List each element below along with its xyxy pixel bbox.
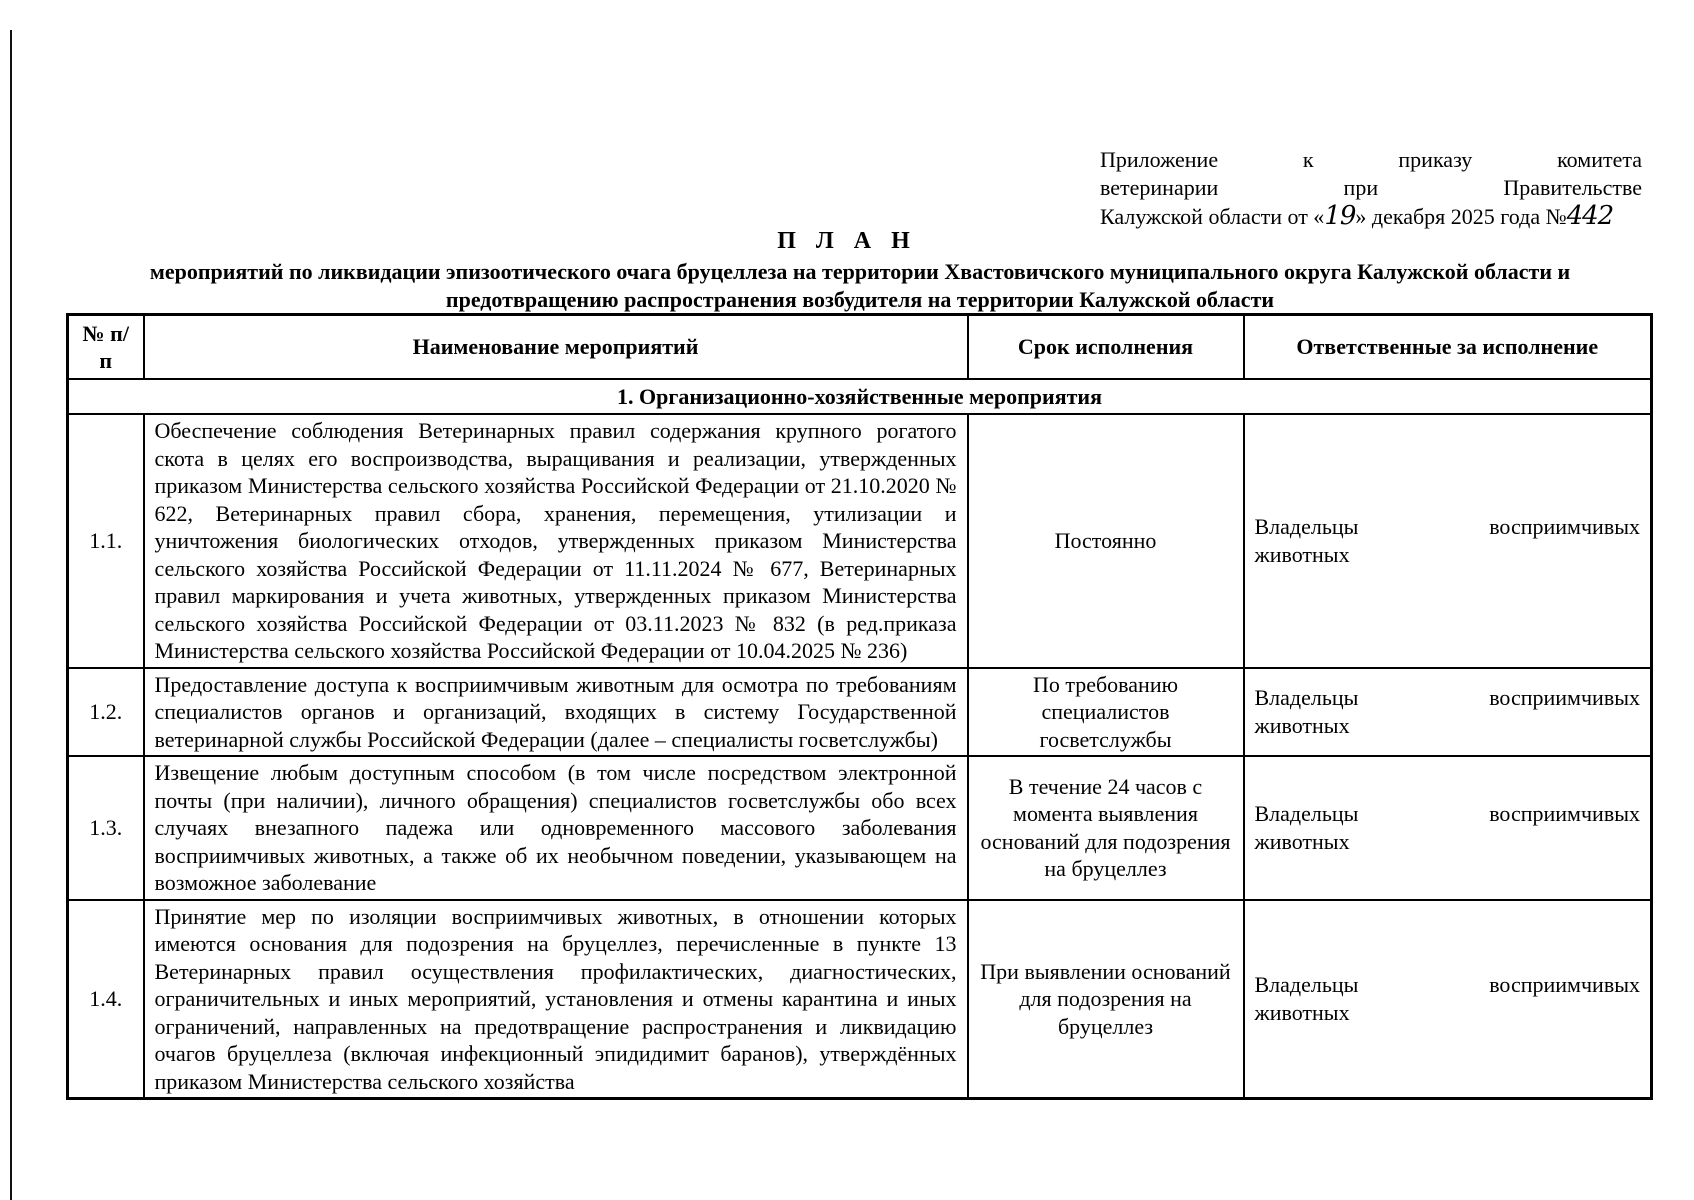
row-num: 1.4. <box>68 900 144 1099</box>
row-name: Принятие мер по изоляции восприимчивых животных, в отношении которых имеются основания для подозрения на бруцеллез, перечисленные в пункте 13 Ветеринарных правил осуществления профилактических, диагностических, ограничительных и иных мероприятий, установления и отмены карантина и иных ограничений, направленных на предотвращение распространения и ликвидацию очагов бруцеллеза (включая инфекционный эпидидимит баранов), утверждённых приказом Министерства сельского хозяйства <box>144 900 968 1099</box>
responsible-line-2: животных <box>1254 712 1350 738</box>
appendix-line-1: Приложение к приказу комитета <box>1100 147 1642 172</box>
row-term: По требованию специалистов госветслужбы <box>968 668 1244 757</box>
responsible-line-1: Владельцы восприимчивых <box>1254 801 1640 827</box>
header-responsible: Ответственные за исполнение <box>1244 315 1652 380</box>
row-name: Обеспечение соблюдения Ветеринарных правил содержания крупного рогатого скота в целях его воспроизводства, выращивания и реализации, утвержденных приказом Министерства сельского хозяйства Российской Федерации от 21.10.2020 № 622, Ветеринарных правил сбора, хранения, перемещения, утилизации и уничтожения биологических отходов, утвержденных приказом Министерства сельского хозяйства Российской Федерации от 11.11.2024 № 677, Ветеринарных правил маркирования и учета животных, утвержденных приказом Министерства сельского хозяйства Российской Федерации от 03.11.2023 № 832 (в ред.приказа Министерства сельского хозяйства Российской Федерации от 10.04.2025 № 236) <box>144 414 968 668</box>
row-responsible <box>1244 900 1652 1099</box>
responsible-line-2: животных <box>1254 828 1350 854</box>
responsible-line-1: Владельцы восприимчивых <box>1254 972 1640 998</box>
appendix-header <box>1100 146 1642 231</box>
table-row <box>68 414 1652 668</box>
row-term: В течение 24 часов с момента выявления оснований для подозрения на бруцеллез <box>968 756 1244 900</box>
responsible-line-2: животных <box>1254 541 1350 567</box>
row-num: 1.2. <box>68 668 144 757</box>
row-term: Постоянно <box>968 414 1244 668</box>
handwritten-number: 442 <box>1566 201 1614 231</box>
appendix-line-3-middle: » декабря 2025 года № <box>1355 204 1567 229</box>
responsible-line-1: Владельцы восприимчивых <box>1254 685 1640 711</box>
table-header-row <box>68 315 1652 380</box>
document-subtitle: мероприятий по ликвидации эпизоотического очага бруцеллеза на территории Хвастовичского муниципального округа Калужской области и предотвращению распространения возбудителя на территории Калужской области <box>149 259 1571 312</box>
section-row <box>68 379 1652 414</box>
appendix-line-3-prefix: Калужской области от « <box>1100 204 1325 229</box>
responsible-line-1: Владельцы восприимчивых <box>1254 514 1640 540</box>
appendix-line-3 <box>1100 202 1642 231</box>
header-num: № п/п <box>68 315 144 380</box>
row-num: 1.1. <box>68 414 144 668</box>
header-term: Срок исполнения <box>968 315 1244 380</box>
row-responsible <box>1244 668 1652 757</box>
page-margin-line <box>10 30 12 1200</box>
table-row <box>68 900 1652 1099</box>
row-term: При выявлении оснований для подозрения на бруцеллез <box>968 900 1244 1099</box>
plan-table <box>66 313 1653 1100</box>
row-responsible <box>1244 756 1652 900</box>
row-num: 1.3. <box>68 756 144 900</box>
table-row <box>68 756 1652 900</box>
document-title: П Л А Н <box>777 228 917 254</box>
row-responsible <box>1244 414 1652 668</box>
section-title: 1. Организационно-хозяйственные мероприятия <box>68 379 1652 414</box>
table-row <box>68 668 1652 757</box>
header-name: Наименование мероприятий <box>144 315 968 380</box>
row-name: Извещение любым доступным способом (в том числе посредством электронной почты (при наличии), личного обращения) специалистов госветслужбы обо всех случаях внезапного падежа или одновременного массового заболевания восприимчивых животных, а также об их необычном поведении, указывающем на возможное заболевание <box>144 756 968 900</box>
responsible-line-2: животных <box>1254 999 1350 1025</box>
handwritten-day: 19 <box>1324 201 1356 231</box>
row-name: Предоставление доступа к восприимчивым животным для осмотра по требованиям специалистов органов и организаций, входящих в систему Государственной ветеринарной службы Российской Федерации (далее – специалисты госветслужбы) <box>144 668 968 757</box>
appendix-line-2: ветеринарии при Правительстве <box>1100 175 1642 200</box>
